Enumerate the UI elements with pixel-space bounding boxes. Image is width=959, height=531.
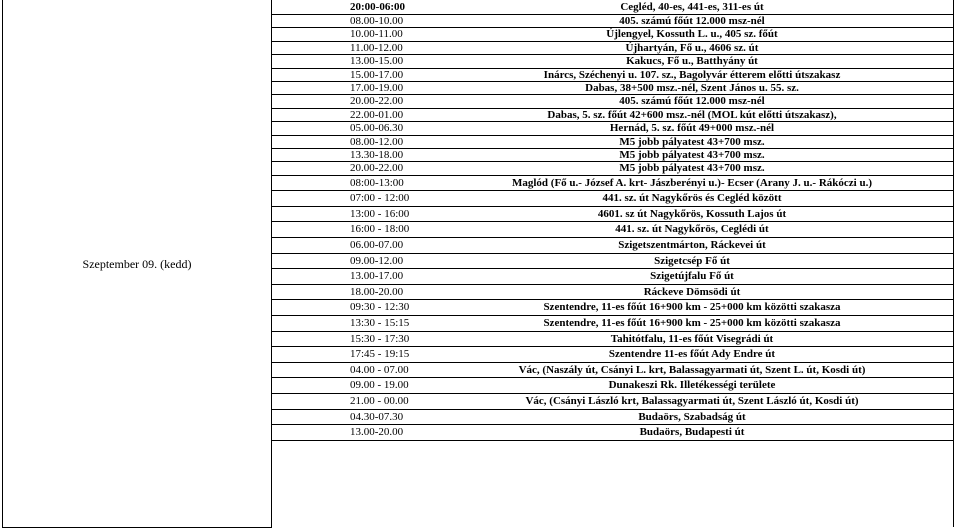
time-cell: 16:00 - 18:00 <box>350 223 410 236</box>
location-cell: Budaörs, Szabadság út <box>638 410 746 423</box>
location-cell: Újlengyel, Kossuth L. u., 405 sz. főút <box>606 28 778 41</box>
table-row <box>272 68 953 81</box>
time-cell: 17.00-19.00 <box>350 81 404 94</box>
time-cell: 17:45 - 19:15 <box>350 348 410 361</box>
table-row <box>272 41 953 54</box>
location-cell: Inárcs, Széchenyi u. 107. sz., Bagolyvár étterem előtti útszakasz <box>543 68 841 81</box>
table-right-border <box>953 0 954 527</box>
time-cell: 15:30 - 17:30 <box>350 332 410 345</box>
time-cell: 20:00-06:00 <box>350 1 405 13</box>
table-bottom-border <box>272 440 953 441</box>
location-cell: Tahitótfalu, 11-es főút Visegrádi út <box>610 332 774 345</box>
location-cell: Szigetcsép Fő út <box>654 254 730 267</box>
table-row <box>272 409 953 425</box>
table-row <box>272 161 953 174</box>
location-cell: Maglód (Fő u.- József A. krt- Jászberényi u.)- Ecser (Arany J. u.- Rákóczi u.) <box>511 176 872 189</box>
time-cell: 08:00-13:00 <box>350 176 404 189</box>
time-cell: 13.00-17.00 <box>350 270 404 283</box>
time-cell: 08.00-12.00 <box>350 135 404 148</box>
location-cell: Szentendre 11-es főút Ady Endre út <box>608 348 776 361</box>
table-row <box>272 94 953 107</box>
table-row <box>272 135 953 148</box>
time-cell: 21.00 - 00.00 <box>350 395 409 407</box>
table-row <box>272 190 953 206</box>
location-cell: Dabas, 38+500 msz.-nél, Szent János u. 55. sz. <box>585 81 799 94</box>
time-cell: 07:00 - 12:00 <box>350 192 410 205</box>
time-cell: 20.00-22.00 <box>350 95 404 108</box>
time-cell: 15.00-17.00 <box>350 68 404 81</box>
table-row <box>272 377 953 393</box>
time-cell: 09.00 - 19.00 <box>350 379 409 392</box>
date-label: Szeptember 09. (kedd) <box>82 257 192 271</box>
time-cell: 10.00-11.00 <box>350 28 403 41</box>
time-cell: 09.00-12.00 <box>350 254 404 267</box>
location-cell: 405. számú főút 12.000 msz-nél <box>619 15 765 27</box>
location-cell: M5 jobb pályatest 43+700 msz. <box>619 148 765 161</box>
table-row <box>272 148 953 161</box>
location-cell: 405. számú főút 12.000 msz-nél <box>619 95 765 108</box>
time-cell: 06.00-07.00 <box>350 239 404 252</box>
table-row <box>272 268 953 284</box>
location-cell: Dabas, 5. sz. főút 42+600 msz.-nél (MOL kút előtti útszakasz), <box>547 108 837 121</box>
table-row <box>272 424 953 440</box>
time-cell: 18.00-20.00 <box>350 285 404 298</box>
location-cell: Hernád, 5. sz. főút 49+000 msz.-nél <box>609 122 775 135</box>
table-row <box>272 237 953 253</box>
location-cell: Vác, (Naszály út, Csányi L. krt, Balassagyarmati út, Szent L. út, Kosdi út) <box>518 363 866 376</box>
table-row <box>272 121 953 134</box>
location-cell: Vác, (Csányi László krt, Balassagyarmati út, Szent László út, Kosdi út) <box>525 395 859 407</box>
table-row <box>272 221 953 237</box>
location-cell: Szigetújfalu Fő út <box>650 270 734 283</box>
date-cell <box>2 0 272 528</box>
location-cell: Szentendre, 11-es főút 16+900 km - 25+000 km közötti szakasza <box>543 317 841 330</box>
time-cell: 04.00 - 07.00 <box>350 363 409 376</box>
schedule-rows <box>272 14 953 441</box>
table-row <box>272 0 953 14</box>
location-cell: Dunakeszi Rk. Illetékességi területe <box>608 379 776 392</box>
time-cell: 13:00 - 16:00 <box>350 207 410 220</box>
location-cell: M5 jobb pályatest 43+700 msz. <box>619 135 765 148</box>
location-cell: 4601. sz út Nagykőrös, Kossuth Lajos út <box>597 207 787 220</box>
table-row <box>272 393 953 409</box>
table-row <box>272 108 953 121</box>
table-row <box>272 253 953 269</box>
table-row <box>272 175 953 191</box>
time-cell: 04.30-07.30 <box>350 410 404 423</box>
table-row <box>272 331 953 347</box>
location-cell: Kakucs, Fő u., Batthyány út <box>626 55 758 68</box>
time-cell: 09:30 - 12:30 <box>350 301 410 314</box>
table-row <box>272 81 953 94</box>
location-cell: M5 jobb pályatest 43+700 msz. <box>619 162 765 175</box>
table-row <box>272 346 953 362</box>
time-cell: 20.00-22.00 <box>350 162 404 175</box>
time-cell: 05.00-06.30 <box>350 122 404 135</box>
time-cell: 11.00-12.00 <box>350 41 403 54</box>
location-cell: Cegléd, 40-es, 441-es, 311-es út <box>620 1 764 13</box>
table-row <box>272 54 953 67</box>
location-cell: Szentendre, 11-es főút 16+900 km - 25+000 km közötti szakasza <box>543 301 841 314</box>
time-cell: 22.00-01.00 <box>350 108 404 121</box>
time-cell: 13.00-20.00 <box>350 426 404 439</box>
location-cell: Szigetszentmárton, Ráckevei út <box>618 239 766 252</box>
table-row <box>272 315 953 331</box>
location-cell: Budaörs, Budapesti út <box>639 426 745 439</box>
table-row <box>272 14 953 27</box>
table-row <box>272 284 953 300</box>
table-row <box>272 206 953 222</box>
location-cell: Ráckeve Dömsödi út <box>643 285 741 298</box>
time-cell: 13:30 - 15:15 <box>350 317 410 330</box>
table-row <box>272 27 953 40</box>
location-cell: 441. sz. út Nagykőrös és Cegléd között <box>602 192 782 205</box>
table-row <box>272 299 953 315</box>
location-cell: 441. sz. út Nagykőrös, Ceglédi út <box>615 223 769 236</box>
time-cell: 13.30-18.00 <box>350 148 404 161</box>
location-cell: Újhartyán, Fő u., 4606 sz. út <box>625 41 759 54</box>
time-cell: 13.00-15.00 <box>350 55 404 68</box>
time-cell: 08.00-10.00 <box>350 15 404 27</box>
table-row <box>272 362 953 378</box>
